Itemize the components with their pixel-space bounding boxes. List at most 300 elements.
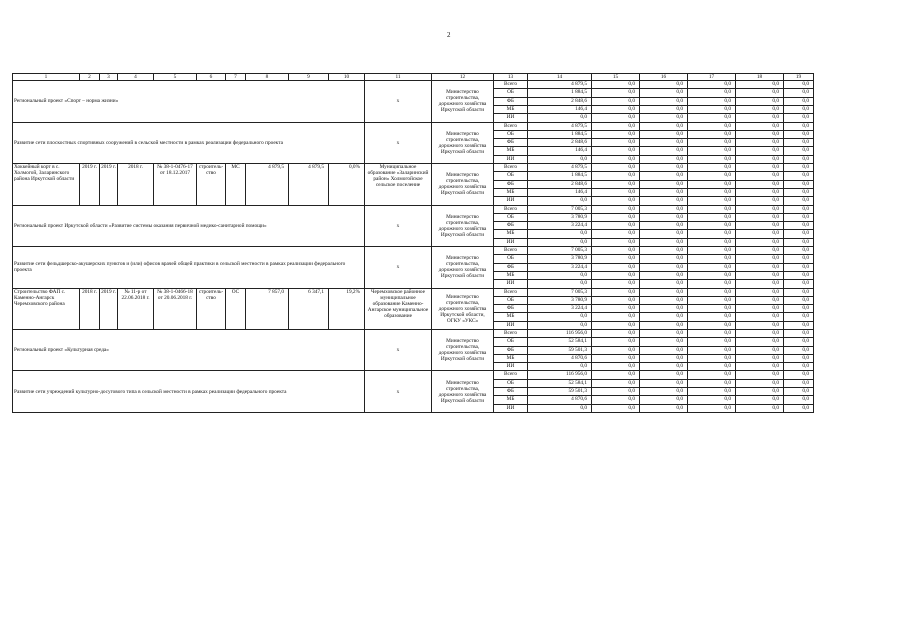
value-v19: 0,0 xyxy=(784,404,814,412)
funding-source: Всего xyxy=(494,122,528,130)
object-c10: 0,0% xyxy=(329,164,365,205)
funding-source: ИИ xyxy=(494,114,528,122)
section-title: Развитие сети учреждений культурно-досугового типа в сельской местности в рамках реализации федерального проекта xyxy=(13,371,365,412)
value-v16: 0,0 xyxy=(640,105,688,113)
value-v15: 0,0 xyxy=(592,371,640,379)
funding-source: МБ xyxy=(494,230,528,238)
object-c7: МС xyxy=(226,164,246,205)
value-v17: 0,0 xyxy=(688,172,736,180)
value-v15: 0,0 xyxy=(592,263,640,271)
value-v18: 0,0 xyxy=(736,205,784,213)
value-v17: 0,0 xyxy=(688,321,736,329)
executor-cell: х xyxy=(365,205,432,246)
value-v16: 0,0 xyxy=(640,122,688,130)
funding-source: Всего xyxy=(494,330,528,338)
table-row xyxy=(13,288,814,296)
value-v17: 0,0 xyxy=(688,255,736,263)
value-v15: 0,0 xyxy=(592,404,640,412)
value-v18: 0,0 xyxy=(736,105,784,113)
funding-source: ФБ xyxy=(494,180,528,188)
value-v19: 0,0 xyxy=(784,330,814,338)
value-col14: 0,0 xyxy=(528,230,592,238)
column-number: 10 xyxy=(329,74,365,81)
value-v17: 0,0 xyxy=(688,197,736,205)
value-v17: 0,0 xyxy=(688,346,736,354)
value-v16: 0,0 xyxy=(640,139,688,147)
funding-source: Всего xyxy=(494,371,528,379)
funding-source: ИИ xyxy=(494,280,528,288)
value-col14: 7 005,3 xyxy=(528,205,592,213)
value-v17: 0,0 xyxy=(688,147,736,155)
value-col14: 3 780,9 xyxy=(528,296,592,304)
value-v16: 0,0 xyxy=(640,313,688,321)
column-number: 1 xyxy=(13,74,80,81)
value-v17: 0,0 xyxy=(688,97,736,105)
value-v17: 0,0 xyxy=(688,213,736,221)
value-v19: 0,0 xyxy=(784,213,814,221)
funding-source: ФБ xyxy=(494,346,528,354)
value-v15: 0,0 xyxy=(592,296,640,304)
value-v19: 0,0 xyxy=(784,81,814,89)
value-col14: 59 501,3 xyxy=(528,388,592,396)
value-v17: 0,0 xyxy=(688,188,736,196)
value-col14: 0,0 xyxy=(528,280,592,288)
value-col14: 52 584,1 xyxy=(528,379,592,387)
value-v15: 0,0 xyxy=(592,271,640,279)
object-c2: 2018 г. xyxy=(80,288,100,329)
value-v16: 0,0 xyxy=(640,371,688,379)
value-v18: 0,0 xyxy=(736,114,784,122)
object-c3: 2019 г. xyxy=(100,288,118,329)
value-v17: 0,0 xyxy=(688,205,736,213)
object-c5: № 38-1-0476-17 от 18.12.2017 xyxy=(154,164,197,205)
value-v19: 0,0 xyxy=(784,122,814,130)
value-v15: 0,0 xyxy=(592,188,640,196)
value-v16: 0,0 xyxy=(640,97,688,105)
value-v16: 0,0 xyxy=(640,404,688,412)
value-v16: 0,0 xyxy=(640,213,688,221)
value-v15: 0,0 xyxy=(592,139,640,147)
object-c2: 2019 г. xyxy=(80,164,100,205)
executor-cell: х xyxy=(365,247,432,288)
responsible-cell: Министерство строительства, дорожного хозяйства Иркутской области xyxy=(432,371,494,412)
value-v19: 0,0 xyxy=(784,230,814,238)
funding-source: ФБ xyxy=(494,139,528,147)
funding-source: ИИ xyxy=(494,363,528,371)
funding-source: МБ xyxy=(494,396,528,404)
value-v18: 0,0 xyxy=(736,363,784,371)
value-v19: 0,0 xyxy=(784,263,814,271)
value-v15: 0,0 xyxy=(592,197,640,205)
object-c3: 2019 г. xyxy=(100,164,118,205)
value-col14: 1 884,5 xyxy=(528,172,592,180)
value-v16: 0,0 xyxy=(640,188,688,196)
executor-cell: Черемховское районное муниципальное образование Каменно-Ангарское муниципальное образование xyxy=(365,288,432,329)
value-v15: 0,0 xyxy=(592,147,640,155)
value-col14: 1 884,5 xyxy=(528,89,592,97)
funding-source: МБ xyxy=(494,313,528,321)
funding-source: ИИ xyxy=(494,155,528,163)
responsible-cell: Министерство строительства, дорожного хозяйства Иркутской области xyxy=(432,81,494,122)
column-number: 11 xyxy=(365,74,432,81)
value-v15: 0,0 xyxy=(592,346,640,354)
value-col14: 7 005,3 xyxy=(528,288,592,296)
column-number: 17 xyxy=(688,74,736,81)
value-v17: 0,0 xyxy=(688,180,736,188)
table-row xyxy=(13,330,814,338)
value-v18: 0,0 xyxy=(736,288,784,296)
value-v18: 0,0 xyxy=(736,155,784,163)
value-v18: 0,0 xyxy=(736,271,784,279)
value-v16: 0,0 xyxy=(640,147,688,155)
value-v15: 0,0 xyxy=(592,280,640,288)
column-number: 7 xyxy=(226,74,246,81)
value-v17: 0,0 xyxy=(688,222,736,230)
object-c6: строитель-ство xyxy=(197,164,226,205)
value-v15: 0,0 xyxy=(592,164,640,172)
object-name: Хоккейный корт в с. Холмогой, Заларинского района Иркутской области xyxy=(13,164,80,205)
funding-source: ИИ xyxy=(494,238,528,246)
value-v18: 0,0 xyxy=(736,404,784,412)
value-v15: 0,0 xyxy=(592,222,640,230)
funding-source: МБ xyxy=(494,188,528,196)
value-v17: 0,0 xyxy=(688,238,736,246)
value-v16: 0,0 xyxy=(640,222,688,230)
value-v18: 0,0 xyxy=(736,330,784,338)
value-v15: 0,0 xyxy=(592,97,640,105)
object-c4: № 11-р от 22.06.2018 г. xyxy=(118,288,154,329)
value-v16: 0,0 xyxy=(640,330,688,338)
value-v18: 0,0 xyxy=(736,97,784,105)
column-number: 5 xyxy=(154,74,197,81)
funding-source: ОБ xyxy=(494,255,528,263)
value-v15: 0,0 xyxy=(592,130,640,138)
table-row xyxy=(13,81,814,89)
value-v18: 0,0 xyxy=(736,222,784,230)
value-v16: 0,0 xyxy=(640,305,688,313)
value-col14: 3 224,4 xyxy=(528,263,592,271)
value-v17: 0,0 xyxy=(688,122,736,130)
value-v18: 0,0 xyxy=(736,354,784,362)
value-v17: 0,0 xyxy=(688,371,736,379)
value-col14: 0,0 xyxy=(528,238,592,246)
value-v17: 0,0 xyxy=(688,296,736,304)
value-v16: 0,0 xyxy=(640,321,688,329)
value-v19: 0,0 xyxy=(784,371,814,379)
funding-source: МБ xyxy=(494,354,528,362)
value-col14: 2 848,6 xyxy=(528,180,592,188)
value-v17: 0,0 xyxy=(688,354,736,362)
value-v18: 0,0 xyxy=(736,147,784,155)
value-v19: 0,0 xyxy=(784,139,814,147)
column-number: 9 xyxy=(289,74,329,81)
value-v17: 0,0 xyxy=(688,313,736,321)
funding-source: ИИ xyxy=(494,197,528,205)
value-v15: 0,0 xyxy=(592,122,640,130)
value-v18: 0,0 xyxy=(736,230,784,238)
value-col14: 52 584,1 xyxy=(528,338,592,346)
value-v19: 0,0 xyxy=(784,197,814,205)
value-v16: 0,0 xyxy=(640,288,688,296)
value-v18: 0,0 xyxy=(736,379,784,387)
value-v16: 0,0 xyxy=(640,338,688,346)
funding-source: ФБ xyxy=(494,305,528,313)
value-v15: 0,0 xyxy=(592,105,640,113)
value-col14: 146,4 xyxy=(528,105,592,113)
value-v17: 0,0 xyxy=(688,404,736,412)
funding-source: ФБ xyxy=(494,97,528,105)
value-v15: 0,0 xyxy=(592,89,640,97)
object-c8: 4 879,5 xyxy=(246,164,289,205)
value-v18: 0,0 xyxy=(736,213,784,221)
value-col14: 4 870,6 xyxy=(528,354,592,362)
table-row xyxy=(13,164,814,172)
value-col14: 4 879,5 xyxy=(528,81,592,89)
value-v17: 0,0 xyxy=(688,363,736,371)
value-v19: 0,0 xyxy=(784,379,814,387)
value-v18: 0,0 xyxy=(736,296,784,304)
value-col14: 0,0 xyxy=(528,404,592,412)
funding-source: Всего xyxy=(494,205,528,213)
value-v16: 0,0 xyxy=(640,197,688,205)
value-v15: 0,0 xyxy=(592,305,640,313)
funding-source: МБ xyxy=(494,147,528,155)
value-v18: 0,0 xyxy=(736,313,784,321)
value-v17: 0,0 xyxy=(688,155,736,163)
value-v17: 0,0 xyxy=(688,280,736,288)
object-name: Строительство ФАП с. Каменно-Ангарск Черемховского района xyxy=(13,288,80,329)
value-v18: 0,0 xyxy=(736,338,784,346)
value-v15: 0,0 xyxy=(592,354,640,362)
funding-source: Всего xyxy=(494,81,528,89)
executor-cell: х xyxy=(365,330,432,371)
column-number: 19 xyxy=(784,74,814,81)
section-title: Развитие сети фельдшерско-акушерских пунктов и (или) офисов врачей общей практики в сельской местности в рамках реализации федерального проекта xyxy=(13,247,365,288)
value-v17: 0,0 xyxy=(688,105,736,113)
value-col14: 4 870,6 xyxy=(528,396,592,404)
value-v18: 0,0 xyxy=(736,89,784,97)
value-v18: 0,0 xyxy=(736,321,784,329)
object-c9: 4 879,5 xyxy=(289,164,329,205)
object-c8: 7 857,0 xyxy=(246,288,289,329)
page-number: 2 xyxy=(447,31,451,39)
column-number-row xyxy=(13,74,814,81)
column-number: 4 xyxy=(118,74,154,81)
value-v18: 0,0 xyxy=(736,396,784,404)
funding-source: МБ xyxy=(494,105,528,113)
column-number: 18 xyxy=(736,74,784,81)
value-col14: 0,0 xyxy=(528,313,592,321)
value-v19: 0,0 xyxy=(784,296,814,304)
value-v15: 0,0 xyxy=(592,321,640,329)
value-col14: 0,0 xyxy=(528,363,592,371)
funding-source: Всего xyxy=(494,164,528,172)
funding-source: Всего xyxy=(494,288,528,296)
value-v19: 0,0 xyxy=(784,164,814,172)
value-v15: 0,0 xyxy=(592,330,640,338)
value-v19: 0,0 xyxy=(784,247,814,255)
executor-cell: Муниципальное образование «Заларинский район» Холмогойское сельское поселение xyxy=(365,164,432,205)
value-v15: 0,0 xyxy=(592,338,640,346)
value-v18: 0,0 xyxy=(736,180,784,188)
value-v15: 0,0 xyxy=(592,238,640,246)
value-col14: 0,0 xyxy=(528,321,592,329)
value-v18: 0,0 xyxy=(736,346,784,354)
responsible-cell: Министерство строительства, дорожного хозяйства Иркутской области xyxy=(432,205,494,246)
object-c5: № 38-1-0466-18 от 20.06.2018 г. xyxy=(154,288,197,329)
object-c7: ОС xyxy=(226,288,246,329)
value-v19: 0,0 xyxy=(784,97,814,105)
value-v15: 0,0 xyxy=(592,379,640,387)
value-col14: 4 879,5 xyxy=(528,164,592,172)
budget-table xyxy=(12,73,814,413)
value-v16: 0,0 xyxy=(640,81,688,89)
table-row xyxy=(13,247,814,255)
value-v19: 0,0 xyxy=(784,313,814,321)
value-col14: 0,0 xyxy=(528,114,592,122)
column-number: 14 xyxy=(528,74,592,81)
object-c4: 2018 г. xyxy=(118,164,154,205)
value-v16: 0,0 xyxy=(640,255,688,263)
section-title: Региональный проект Иркутской области «Развитие системы оказания первичной медико-санитарной помощи» xyxy=(13,205,365,246)
value-v16: 0,0 xyxy=(640,155,688,163)
executor-cell: х xyxy=(365,371,432,412)
funding-source: ОБ xyxy=(494,130,528,138)
value-v16: 0,0 xyxy=(640,354,688,362)
value-v19: 0,0 xyxy=(784,280,814,288)
value-v16: 0,0 xyxy=(640,114,688,122)
value-v19: 0,0 xyxy=(784,222,814,230)
value-v16: 0,0 xyxy=(640,263,688,271)
value-v19: 0,0 xyxy=(784,180,814,188)
value-v16: 0,0 xyxy=(640,396,688,404)
value-v19: 0,0 xyxy=(784,271,814,279)
value-col14: 1 884,5 xyxy=(528,130,592,138)
column-number: 16 xyxy=(640,74,688,81)
value-col14: 3 780,9 xyxy=(528,213,592,221)
value-v17: 0,0 xyxy=(688,139,736,147)
value-v16: 0,0 xyxy=(640,271,688,279)
funding-source: ОБ xyxy=(494,296,528,304)
column-number: 13 xyxy=(494,74,528,81)
responsible-cell: Министерство строительства, дорожного хозяйства Иркутской области, ОГКУ «УКС» xyxy=(432,288,494,329)
value-v17: 0,0 xyxy=(688,388,736,396)
value-v18: 0,0 xyxy=(736,247,784,255)
value-v19: 0,0 xyxy=(784,388,814,396)
value-col14: 2 848,6 xyxy=(528,97,592,105)
value-v15: 0,0 xyxy=(592,255,640,263)
funding-source: ФБ xyxy=(494,388,528,396)
value-v17: 0,0 xyxy=(688,89,736,97)
value-v18: 0,0 xyxy=(736,122,784,130)
responsible-cell: Министерство строительства, дорожного хозяйства Иркутской области xyxy=(432,330,494,371)
value-v15: 0,0 xyxy=(592,388,640,396)
value-v16: 0,0 xyxy=(640,205,688,213)
value-v16: 0,0 xyxy=(640,180,688,188)
table-row xyxy=(13,122,814,130)
value-v15: 0,0 xyxy=(592,155,640,163)
value-v17: 0,0 xyxy=(688,338,736,346)
value-v18: 0,0 xyxy=(736,139,784,147)
value-v18: 0,0 xyxy=(736,255,784,263)
value-v19: 0,0 xyxy=(784,338,814,346)
value-col14: 116 956,0 xyxy=(528,371,592,379)
value-v15: 0,0 xyxy=(592,213,640,221)
value-col14: 2 848,6 xyxy=(528,139,592,147)
value-v16: 0,0 xyxy=(640,388,688,396)
column-number: 3 xyxy=(100,74,118,81)
funding-source: ИИ xyxy=(494,404,528,412)
value-v15: 0,0 xyxy=(592,172,640,180)
value-v19: 0,0 xyxy=(784,188,814,196)
value-v17: 0,0 xyxy=(688,263,736,271)
value-v16: 0,0 xyxy=(640,130,688,138)
value-col14: 3 780,9 xyxy=(528,255,592,263)
value-v17: 0,0 xyxy=(688,164,736,172)
value-v18: 0,0 xyxy=(736,280,784,288)
value-v16: 0,0 xyxy=(640,230,688,238)
value-v19: 0,0 xyxy=(784,147,814,155)
section-title: Региональный проект «Культурная среда» xyxy=(13,330,365,371)
column-number: 8 xyxy=(246,74,289,81)
funding-source: ФБ xyxy=(494,263,528,271)
column-number: 6 xyxy=(197,74,226,81)
table-row xyxy=(13,205,814,213)
responsible-cell: Министерство строительства, дорожного хозяйства Иркутской области xyxy=(432,247,494,288)
value-col14: 146,4 xyxy=(528,147,592,155)
value-col14: 7 005,3 xyxy=(528,247,592,255)
value-v17: 0,0 xyxy=(688,114,736,122)
funding-source: ОБ xyxy=(494,338,528,346)
value-v15: 0,0 xyxy=(592,180,640,188)
value-col14: 3 224,4 xyxy=(528,305,592,313)
value-v18: 0,0 xyxy=(736,164,784,172)
value-v18: 0,0 xyxy=(736,81,784,89)
value-v17: 0,0 xyxy=(688,396,736,404)
value-v17: 0,0 xyxy=(688,330,736,338)
value-col14: 0,0 xyxy=(528,155,592,163)
value-v16: 0,0 xyxy=(640,89,688,97)
value-v16: 0,0 xyxy=(640,296,688,304)
value-v19: 0,0 xyxy=(784,346,814,354)
table-row xyxy=(13,371,814,379)
value-v15: 0,0 xyxy=(592,205,640,213)
value-v19: 0,0 xyxy=(784,105,814,113)
value-v18: 0,0 xyxy=(736,238,784,246)
value-v17: 0,0 xyxy=(688,305,736,313)
value-v18: 0,0 xyxy=(736,388,784,396)
value-v15: 0,0 xyxy=(592,247,640,255)
value-v18: 0,0 xyxy=(736,188,784,196)
value-v16: 0,0 xyxy=(640,238,688,246)
value-v19: 0,0 xyxy=(784,288,814,296)
value-v15: 0,0 xyxy=(592,396,640,404)
funding-source: ОБ xyxy=(494,89,528,97)
value-v16: 0,0 xyxy=(640,363,688,371)
value-v19: 0,0 xyxy=(784,363,814,371)
value-v16: 0,0 xyxy=(640,379,688,387)
executor-cell: х xyxy=(365,81,432,122)
executor-cell: х xyxy=(365,122,432,163)
value-v15: 0,0 xyxy=(592,114,640,122)
value-col14: 59 501,3 xyxy=(528,346,592,354)
object-c9: 6 347,1 xyxy=(289,288,329,329)
value-v16: 0,0 xyxy=(640,280,688,288)
value-v17: 0,0 xyxy=(688,288,736,296)
value-col14: 0,0 xyxy=(528,197,592,205)
object-c6: строитель-ство xyxy=(197,288,226,329)
responsible-cell: Министерство строительства, дорожного хозяйства Иркутской области xyxy=(432,122,494,163)
